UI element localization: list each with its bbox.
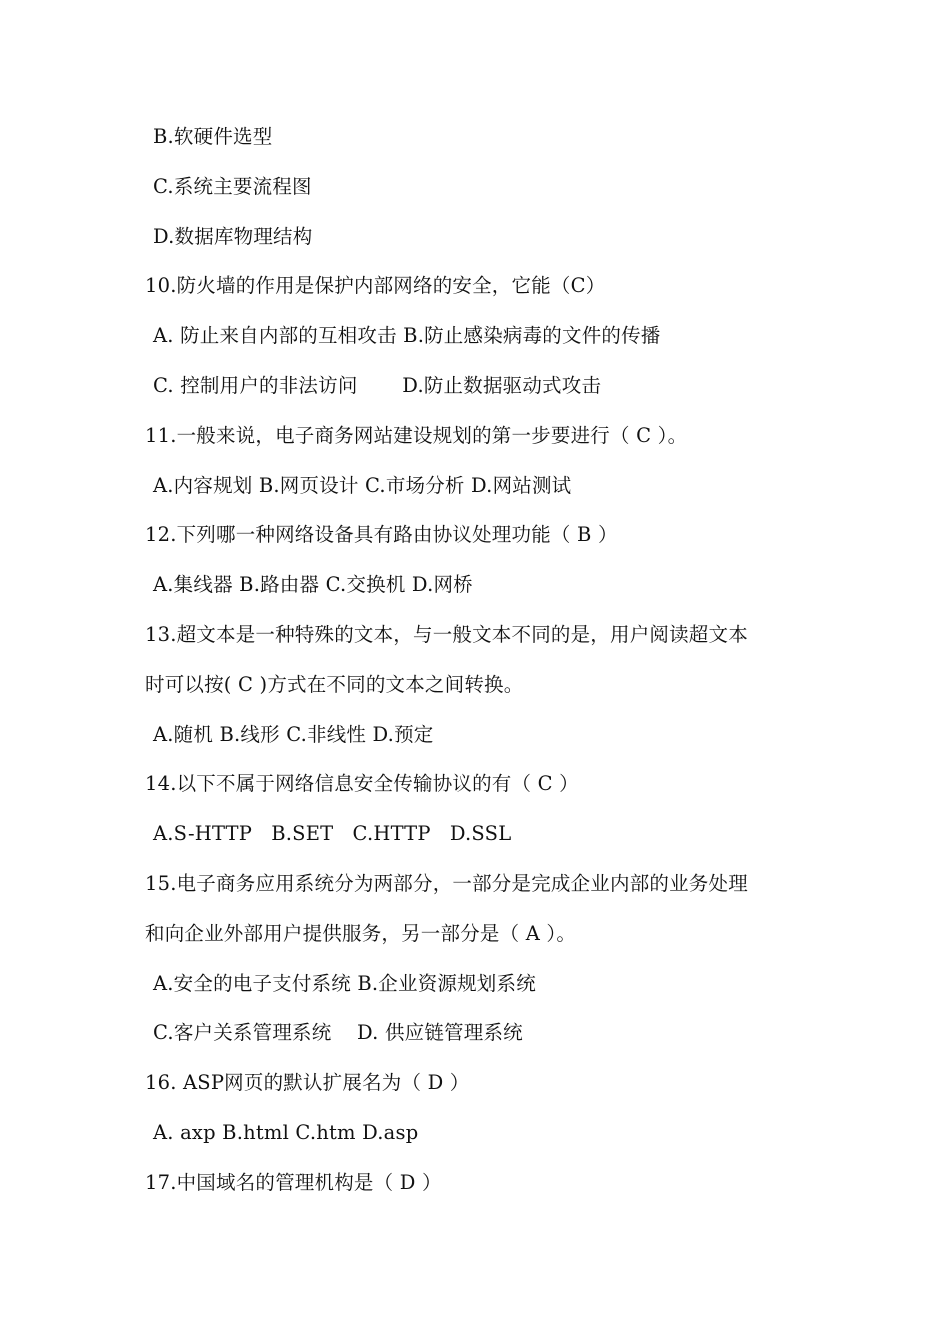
question-line: 13.超文本是一种特殊的文本，与一般文本不同的是，用户阅读超文本	[145, 623, 748, 646]
option-line: A.集线器 B.路由器 C.交换机 D.网桥	[153, 573, 473, 596]
question-line: 15.电子商务应用系统分为两部分，一部分是完成企业内部的业务处理	[145, 872, 748, 895]
question-line: 时可以按( C )方式在不同的文本之间转换。	[145, 673, 524, 696]
question-line: 和向企业外部用户提供服务，另一部分是（ A ）。	[145, 922, 577, 945]
option-line: C.客户关系管理系统 D. 供应链管理系统	[153, 1021, 523, 1044]
option-line: A. 防止来自内部的互相攻击 B.防止感染病毒的文件的传播	[153, 324, 661, 347]
question-line: 11.一般来说，电子商务网站建设规划的第一步要进行（ C ）。	[145, 424, 688, 447]
question-line: 14.以下不属于网络信息安全传输协议的有（ C ）	[145, 772, 579, 795]
option-line: B.软硬件选型	[153, 125, 273, 148]
option-line: A. axp B.html C.htm D.asp	[153, 1121, 419, 1144]
option-line: C. 控制用户的非法访问 D.防止数据驱动式攻击	[153, 374, 602, 397]
option-line: A.安全的电子支付系统 B.企业资源规划系统	[153, 972, 536, 995]
question-line: 10.防火墙的作用是保护内部网络的安全，它能（C）	[145, 274, 606, 297]
question-line: 16. ASP网页的默认扩展名为（ D ）	[145, 1071, 470, 1094]
option-line: D.数据库物理结构	[153, 225, 313, 248]
option-line: A.随机 B.线形 C.非线性 D.预定	[153, 723, 434, 746]
option-line: A.S-HTTP B.SET C.HTTP D.SSL	[153, 822, 512, 845]
question-line: 17.中国域名的管理机构是（ D ）	[145, 1171, 442, 1194]
option-line: C.系统主要流程图	[153, 175, 312, 198]
question-line: 12.下列哪一种网络设备具有路由协议处理功能（ B ）	[145, 523, 618, 546]
option-line: A.内容规划 B.网页设计 C.市场分析 D.网站测试	[153, 474, 572, 497]
